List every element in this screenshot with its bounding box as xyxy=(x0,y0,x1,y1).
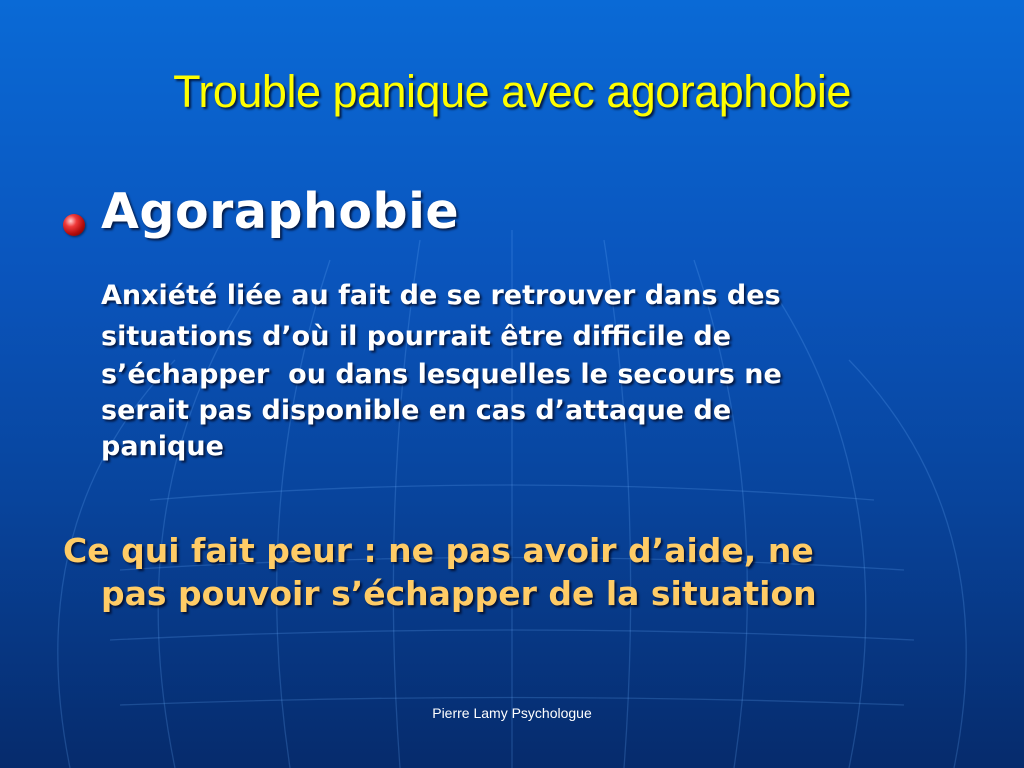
bullet-heading: Agoraphobie xyxy=(101,183,460,240)
definition-line: panique xyxy=(101,431,224,462)
fear-statement-line: pas pouvoir s’échapper de la situation xyxy=(101,574,817,613)
definition-line: Anxiété liée au fait de se retrouver dans des xyxy=(101,280,781,311)
definition-line: situations d’où il pourrait être difficile de xyxy=(101,321,732,352)
definition-line: s’échapper ou dans lesquelles le secours ne xyxy=(101,359,782,390)
red-sphere-bullet-icon xyxy=(63,214,85,236)
slide-title: Trouble panique avec agoraphobie xyxy=(173,66,851,117)
definition-line: serait pas disponible en cas d’attaque de xyxy=(101,395,732,426)
fear-statement-line: Ce qui fait peur : ne pas avoir d’aide, ne xyxy=(63,531,814,570)
slide-footer: Pierre Lamy Psychologue xyxy=(432,705,592,721)
